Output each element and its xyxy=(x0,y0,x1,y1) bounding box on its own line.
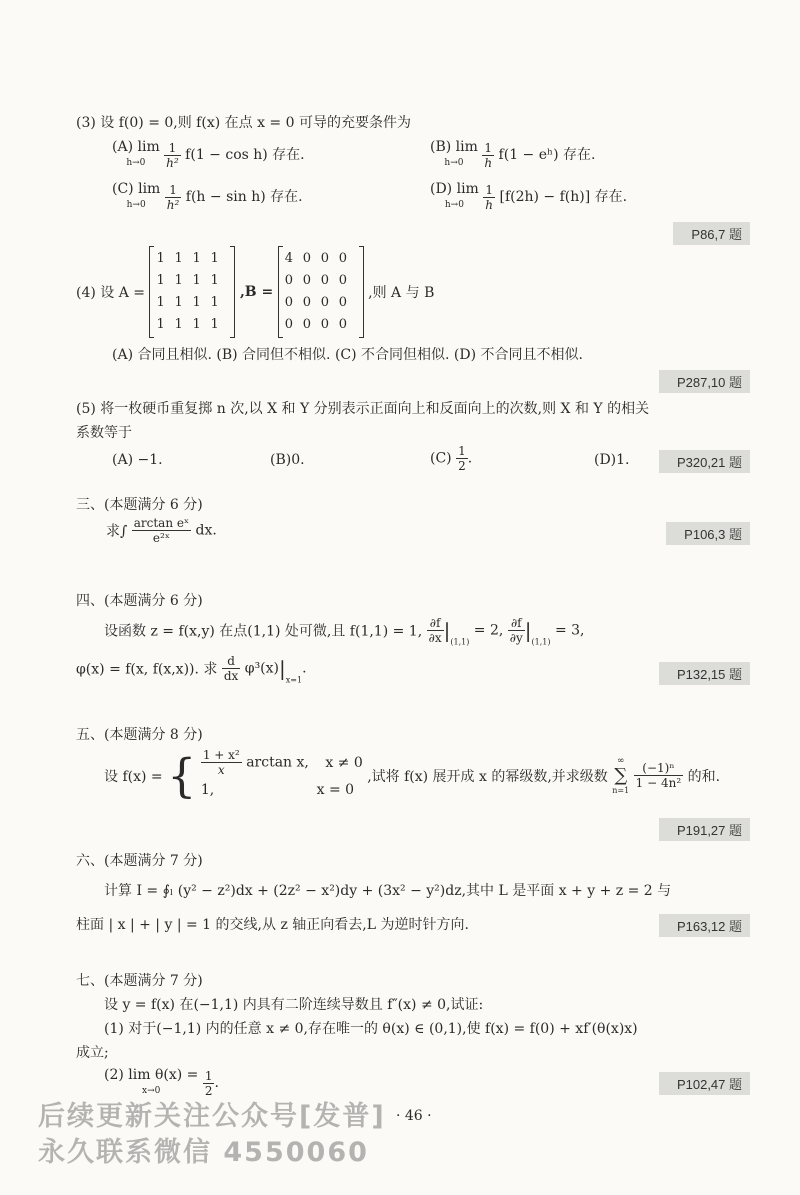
deriv-sub: x=1 xyxy=(285,675,303,685)
matrix-cell: 1 xyxy=(210,251,219,266)
lim-sub: h→0 xyxy=(444,158,464,168)
matrix-cell: 0 xyxy=(302,295,311,310)
s4-text: = 3, xyxy=(554,622,585,639)
q4-options: (A) 合同且相似. (B) 合同但不相似. (C) 不合同但相似. (D) 不合同且不相似. xyxy=(112,347,583,363)
q5-option-d: (D)1. xyxy=(594,452,630,468)
matrix-cell: 0 xyxy=(284,317,293,332)
q3-reference: P86,7 题 xyxy=(673,222,750,245)
section-5-body xyxy=(104,748,720,804)
lim-sub: h→0 xyxy=(444,200,464,210)
series-num: (−1)ⁿ xyxy=(634,761,684,776)
frac-num: 1 xyxy=(483,183,495,198)
matrix-cell: 1 xyxy=(174,251,183,266)
frac-den: 2 xyxy=(204,1083,213,1098)
frac-num: 1 xyxy=(458,444,466,458)
section-6-line2: 柱面 | x | + | y | = 1 的交线,从 z 轴正向看去,L 为逆时针方向. xyxy=(76,917,469,933)
section-6-line1: 计算 I = ∮ₗ (y² − z²)dx + (2z² − x²)dy + (3x² − y²)dz,其中 L 是平面 x + y + z = 2 与 xyxy=(104,883,672,899)
section-4-reference: P132,15 题 xyxy=(659,662,750,685)
matrix-cell: 4 xyxy=(284,251,293,266)
matrix-cell: 0 xyxy=(320,295,329,310)
section-4-line1: 设函数 z = f(x,y) 在点(1,1) 处可微,且 f(1,1) = 1, $\frac{\partial f}{\partial x}$ $|_{(1,1)} = 2$, $\frac{\partial f}{\partial y}$ $|_{(1,1)} = 3$, xyxy=(104,616,585,647)
matrix-a xyxy=(149,246,235,338)
s4-text: = 2, xyxy=(473,622,504,639)
q4-pre: (4) 设 A = xyxy=(76,285,146,301)
frac-den: 2 xyxy=(458,459,466,473)
s5-text: 的和. xyxy=(687,768,721,785)
q4-post: ,则 A 与 B xyxy=(368,285,435,301)
partial-den: ∂x xyxy=(428,631,442,645)
matrix-cell: 1 xyxy=(156,251,165,266)
lim-sub: x→0 xyxy=(142,1086,161,1096)
q5-reference: P320,21 题 xyxy=(659,450,750,473)
option-text: f(1 − cos h) 存在. xyxy=(185,147,305,163)
s5-text: ,试将 f(x) 展开成 x 的幂级数,并求级数 xyxy=(367,768,608,785)
frac-num: 1 xyxy=(164,141,181,156)
case2-cond: x = 0 xyxy=(316,782,355,798)
frac-num: arctan eˣ xyxy=(133,516,190,530)
matrix-cell: 1 xyxy=(192,295,201,310)
section-6-title: 六、(本题满分 7 分) xyxy=(76,853,203,869)
q3-stem: (3) 设 f(0) = 0,则 f(x) 在点 x = 0 可导的充要条件为 xyxy=(76,115,411,131)
option-text: f(1 − eʰ) 存在. xyxy=(498,147,596,163)
section-7-line3: 成立; xyxy=(76,1045,109,1061)
matrix-cell: 0 xyxy=(284,273,293,288)
section-5-title: 五、(本题满分 8 分) xyxy=(76,727,203,743)
frac-den: h xyxy=(485,197,494,212)
section-3-reference: P106,3 题 xyxy=(666,522,750,545)
piecewise-brace: { xyxy=(167,748,197,803)
matrix-cell: 1 xyxy=(156,295,165,310)
frac-den: h² xyxy=(166,197,180,212)
q5-line2: 系数等于 xyxy=(76,425,132,441)
frac-den: h xyxy=(484,155,493,170)
section-7-reference: P102,47 题 xyxy=(659,1072,750,1095)
q4-mid: ,B = xyxy=(239,284,274,300)
option-label: (C) xyxy=(430,450,452,467)
lim-label: (2) lim θ(x) = xyxy=(104,1067,199,1083)
q5-option-a: (A) −1. xyxy=(112,452,163,468)
matrix-cell: 1 xyxy=(174,295,183,310)
partial-sub: (1,1) xyxy=(531,637,551,647)
matrix-cell: 1 xyxy=(156,273,165,288)
matrix-cell: 1 xyxy=(210,295,219,310)
section-7-line1: 设 y = f(x) 在(−1,1) 内具有二阶连续导数且 f″(x) ≠ 0,试证: xyxy=(104,997,484,1013)
lim-label: (C) lim xyxy=(112,181,161,197)
deriv-den: dx xyxy=(223,669,239,683)
section-4-title: 四、(本题满分 6 分) xyxy=(76,593,203,609)
watermark-line-2: 永久联系微信 4550060 xyxy=(38,1137,369,1168)
frac-num: 1 xyxy=(204,1068,213,1083)
frac-num: 1 xyxy=(482,141,494,156)
partial-num: ∂f xyxy=(427,616,444,631)
matrix-cell: 0 xyxy=(320,251,329,266)
lim-sub: h→0 xyxy=(126,200,146,210)
sum-sign: ∑ xyxy=(614,764,628,786)
q5-option-c xyxy=(430,444,472,473)
matrix-cell: 1 xyxy=(210,273,219,288)
s4-text: 设函数 z = f(x,y) 在点(1,1) 处可微,且 f(1,1) = 1, xyxy=(104,623,423,640)
q4-matrix-question xyxy=(76,246,434,338)
lim-sub: h→0 xyxy=(126,158,146,168)
s4-text: φ(x) = f(x, f(x,x)). 求 xyxy=(76,661,218,678)
partial-den: ∂y xyxy=(509,631,523,645)
matrix-cell: 0 xyxy=(338,251,347,266)
matrix-cell: 1 xyxy=(210,317,219,332)
integral-post: dx. xyxy=(195,522,217,539)
section-3-title: 三、(本题满分 6 分) xyxy=(76,497,203,513)
case1-den: x xyxy=(217,763,225,777)
page-number: · 46 · xyxy=(396,1108,432,1124)
matrix-cell: 0 xyxy=(302,251,311,266)
matrix-cell: 0 xyxy=(284,295,293,310)
matrix-b xyxy=(278,246,364,338)
s5-text: 设 f(x) = xyxy=(104,768,163,785)
lim-label: (B) lim xyxy=(430,139,478,155)
section-6-reference: P163,12 题 xyxy=(659,914,750,937)
matrix-cell: 0 xyxy=(320,317,329,332)
series-den: 1 − 4n² xyxy=(635,776,682,790)
section-3-integral xyxy=(106,516,217,545)
matrix-cell: 0 xyxy=(338,295,347,310)
section-5-reference: P191,27 题 xyxy=(659,818,750,841)
lim-label: (D) lim xyxy=(430,181,479,197)
s4-text: . xyxy=(302,660,307,677)
case1-num: 1 + x² xyxy=(202,748,240,762)
partial-num: ∂f xyxy=(508,616,525,631)
matrix-cell: 0 xyxy=(338,273,347,288)
case1-text: arctan x, xyxy=(246,754,309,771)
matrix-cell: 1 xyxy=(156,317,165,332)
lim-label: (A) lim xyxy=(112,139,160,155)
case1-cond: x ≠ 0 xyxy=(325,754,363,771)
q3-option-b xyxy=(430,140,595,170)
section-7-line2: (1) 对于(−1,1) 内的任意 x ≠ 0,存在唯一的 θ(x) ∈ (0,1),使 f(x) = f(0) + xf′(θ(x)x) xyxy=(104,1021,638,1037)
frac-den: e²ˣ xyxy=(152,531,170,545)
matrix-cell: 0 xyxy=(302,317,311,332)
matrix-cell: 0 xyxy=(302,273,311,288)
section-4-line2: φ(x) = f(x, f(x,x)). 求 $\frac{d}{dx}$ $\varphi^3(x)|_{x=1}$. xyxy=(76,654,307,685)
case2-text: 1, xyxy=(200,782,215,798)
option-end: . xyxy=(467,450,473,467)
partial-sub: (1,1) xyxy=(450,637,470,647)
q5-line1: (5) 将一枚硬币重复掷 n 次,以 X 和 Y 分别表示正面向上和反面向上的次数,则 X 和 Y 的相关 xyxy=(76,401,650,417)
option-text: [f(2h) − f(h)] 存在. xyxy=(499,189,628,205)
matrix-cell: 1 xyxy=(192,317,201,332)
matrix-cell: 1 xyxy=(192,273,201,288)
q3-option-c xyxy=(112,182,303,212)
q5-option-b: (B)0. xyxy=(270,452,305,468)
matrix-cell: 1 xyxy=(174,273,183,288)
deriv-num: d xyxy=(222,654,240,669)
q3-option-a xyxy=(112,140,305,170)
integral-pre: 求∫ xyxy=(106,523,128,540)
matrix-cell: 0 xyxy=(320,273,329,288)
section-7-title: 七、(本题满分 7 分) xyxy=(76,973,203,989)
q3-option-d xyxy=(430,182,627,212)
frac-num: 1 xyxy=(165,183,182,198)
option-text: f(h − sin h) 存在. xyxy=(185,189,303,205)
matrix-cell: 0 xyxy=(338,317,347,332)
frac-den: h² xyxy=(166,155,179,170)
sum-bottom: n=1 xyxy=(612,785,630,795)
q4-reference: P287,10 题 xyxy=(659,370,750,393)
line-end: . xyxy=(214,1075,219,1091)
sum-top: ∞ xyxy=(616,755,625,766)
s4-text: φ³(x) xyxy=(244,660,279,677)
watermark-line-1: 后续更新关注公众号[发普] xyxy=(38,1101,386,1132)
matrix-cell: 1 xyxy=(192,251,201,266)
matrix-cell: 1 xyxy=(174,317,183,332)
